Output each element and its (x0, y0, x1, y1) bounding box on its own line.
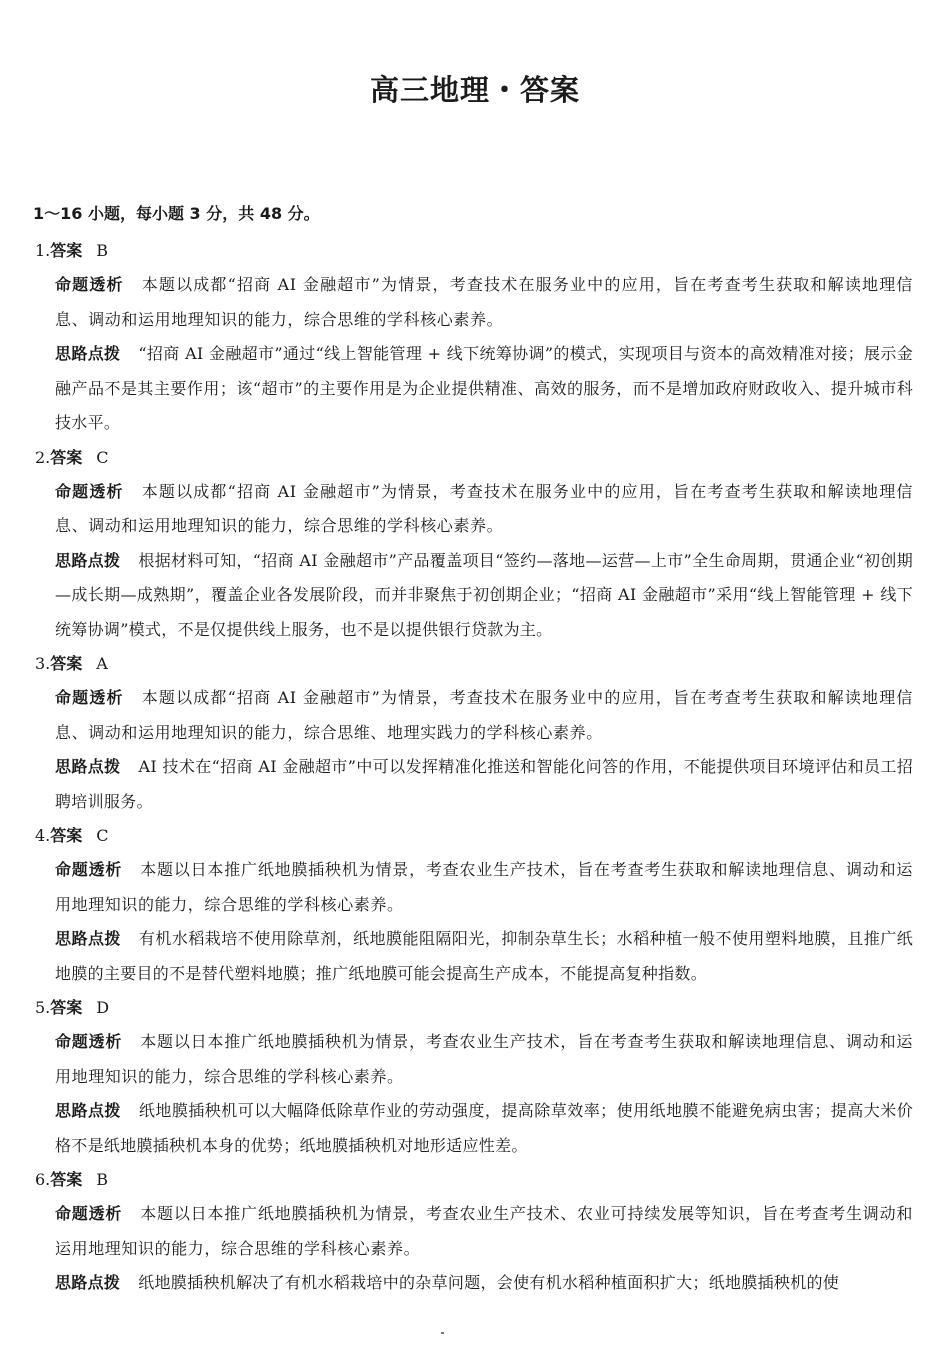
question-2 (0, 441, 950, 648)
hint-text: “招商 AI 金融超市”通过“线上智能管理 + 线下统筹协调”的模式，实现项目与资本的高效精准对接；展示金融产品不是其主要作用；该“超市”的主要作用是为企业提供精准、高效的服务，而不是增加政府财政收入、提升城市科技水平。 (55, 344, 914, 432)
question-header (0, 441, 950, 475)
question-header (0, 1163, 950, 1197)
answer-label: 答案 (50, 447, 83, 467)
hint-text: 根据材料可知，“招商 AI 金融超市”产品覆盖项目“签约—落地—运营—上市”全生命周期，贯通企业“初创期—成长期—成熟期”，覆盖企业各发展阶段，而并非聚焦于初创期企业；“招商 AI 金融超市”采用“线上智能管理 + 线下统筹协调”模式，不是仅提供线上服务，也不是以提供银行贷款为主。 (55, 550, 914, 639)
question-header (0, 647, 950, 681)
question-number: 1. (35, 241, 51, 260)
answer-label: 答案 (50, 241, 83, 260)
analysis-paragraph (55, 268, 913, 337)
answer-value: C (96, 826, 109, 845)
hint-label: 思路点拨 (55, 550, 121, 570)
analysis-paragraph (55, 681, 913, 750)
question-3 (0, 647, 950, 819)
question-number: 3. (35, 654, 51, 673)
hint-paragraph (55, 922, 913, 991)
page-footer-mark (441, 1332, 444, 1334)
hint-text: 有机水稻栽培不使用除草剂，纸地膜能阻隔阳光，抑制杂草生长；水稻种植一般不使用塑料地膜，且推广纸地膜的主要目的不是替代塑料地膜；推广纸地膜可能会提高生产成本，不能提高复种指数。 (55, 929, 913, 983)
analysis-text: 本题以日本推广纸地膜插秧机为情景，考查农业生产技术，旨在考查考生获取和解读地理信息、调动和运用地理知识的能力，综合思维的学科核心素养。 (55, 1032, 913, 1086)
hint-paragraph (55, 1094, 913, 1163)
analysis-paragraph (55, 1025, 913, 1094)
hint-paragraph (55, 750, 913, 819)
answer-value: B (96, 241, 109, 260)
analysis-text: 本题以成都“招商 AI 金融超市”为情景，考查技术在服务业中的应用，旨在考查考生获取和解读地理信息、调动和运用地理知识的能力，综合思维、地理实践力的学科核心素养。 (55, 688, 913, 742)
hint-label: 思路点拨 (55, 757, 121, 776)
section-intro: 1～16 小题，每小题 3 分，共 48 分。 (33, 204, 320, 223)
analysis-text: 本题以成都“招商 AI 金融超市”为情景，考查技术在服务业中的应用，旨在考查考生获取和解读地理信息、调动和运用地理知识的能力，综合思维的学科核心素养。 (55, 275, 913, 329)
analysis-text: 本题以日本推广纸地膜插秧机为情景，考查农业生产技术、农业可持续发展等知识，旨在考查考生调动和运用地理知识的能力，综合思维的学科核心素养。 (55, 1204, 913, 1258)
answer-label: 答案 (50, 826, 83, 845)
answer-label: 答案 (50, 998, 83, 1017)
question-1 (0, 234, 950, 441)
analysis-label: 命题透析 (55, 1204, 123, 1223)
question-header (0, 819, 950, 853)
analysis-label: 命题透析 (55, 481, 124, 501)
answer-label: 答案 (50, 654, 83, 673)
hint-text: 纸地膜插秧机可以大幅降低除草作业的劳动强度，提高除草效率；使用纸地膜不能避免病虫害；提高大米价格不是纸地膜插秧机本身的优势；纸地膜插秧机对地形适应性差。 (55, 1101, 913, 1155)
question-6 (0, 1163, 950, 1301)
question-header (0, 991, 950, 1025)
hint-label: 思路点拨 (55, 344, 121, 363)
analysis-paragraph (55, 1197, 913, 1266)
answer-value: A (96, 654, 108, 673)
question-number: 2. (35, 447, 51, 467)
analysis-label: 命题透析 (55, 860, 123, 879)
analysis-paragraph (55, 475, 913, 544)
answer-list (0, 234, 950, 1301)
hint-label: 思路点拨 (55, 1273, 121, 1292)
analysis-paragraph (55, 853, 913, 922)
hint-text: AI 技术在“招商 AI 金融超市”中可以发挥精准化推送和智能化问答的作用，不能提供项目环境评估和员工招聘培训服务。 (55, 757, 914, 811)
question-number: 5. (35, 998, 51, 1017)
question-5 (0, 991, 950, 1163)
hint-paragraph (55, 1266, 913, 1301)
answer-value: D (96, 998, 110, 1017)
analysis-label: 命题透析 (55, 275, 124, 294)
analysis-label: 命题透析 (55, 1032, 123, 1051)
analysis-text: 本题以日本推广纸地膜插秧机为情景，考查农业生产技术，旨在考查考生获取和解读地理信息、调动和运用地理知识的能力，综合思维的学科核心素养。 (55, 860, 913, 914)
question-number: 4. (35, 826, 51, 845)
answer-label: 答案 (50, 1170, 83, 1189)
analysis-label: 命题透析 (55, 688, 124, 707)
hint-label: 思路点拨 (55, 929, 121, 948)
hint-paragraph (55, 337, 913, 441)
answer-value: C (96, 447, 109, 467)
question-number: 6. (35, 1170, 51, 1189)
hint-label: 思路点拨 (55, 1101, 121, 1120)
question-header (0, 234, 950, 268)
page-title: 高三地理・答案 (369, 73, 580, 107)
question-4 (0, 819, 950, 991)
answer-value: B (96, 1170, 109, 1189)
hint-text: 纸地膜插秧机解决了有机水稻栽培中的杂草问题，会使有机水稻种植面积扩大；纸地膜插秧机的使 (138, 1273, 840, 1292)
analysis-text: 本题以成都“招商 AI 金融超市”为情景，考查技术在服务业中的应用，旨在考查考生获取和解读地理信息、调动和运用地理知识的能力，综合思维的学科核心素养。 (55, 481, 913, 535)
hint-paragraph (55, 544, 913, 648)
